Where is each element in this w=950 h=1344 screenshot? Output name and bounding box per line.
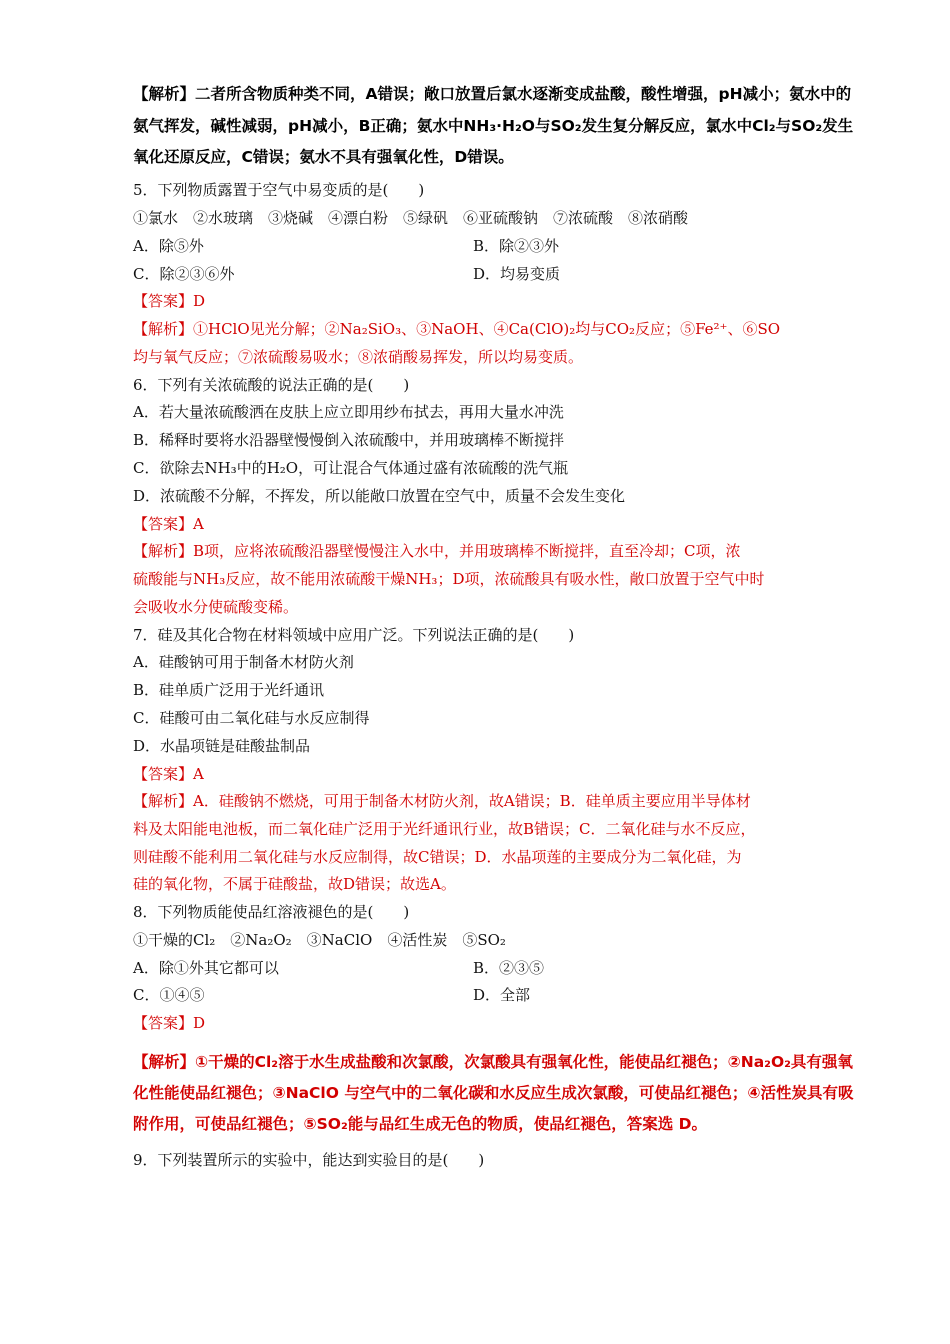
q8-option-a: A．除①外其它都可以	[133, 959, 279, 977]
prev-explanation-line-3: 氧化还原反应，C错误；氨水不具有强氧化性，D错误。	[133, 148, 514, 166]
q8-stem: 8．下列物质能使品红溶液褪色的是( )	[133, 903, 410, 921]
q6-explanation-line-3: 会吸收水分使硫酸变稀。	[133, 598, 299, 616]
q5-items: ①氯水 ②水玻璃 ③烧碱 ④漂白粉 ⑤绿矾 ⑥亚硫酸钠 ⑦浓硫酸 ⑧浓硝酸	[133, 209, 689, 227]
prev-explanation-line-1: 【解析】二者所含物质种类不同，A错误；敞口放置后氯水逐渐变成盐酸，酸性增强，pH减小；氨水中的	[133, 85, 852, 103]
q9-stem: 9．下列装置所示的实验中，能达到实验目的是( )	[133, 1151, 485, 1169]
q5-option-a: A．除⑤外	[133, 237, 204, 255]
q6-answer: 【答案】A	[133, 515, 204, 533]
q7-explanation-line-4: 硅的氧化物，不属于硅酸盐，故D错误；故选A。	[133, 875, 456, 893]
q7-answer: 【答案】A	[133, 765, 204, 783]
q5-option-c: C．除②③⑥外	[133, 265, 235, 283]
q8-answer: 【答案】D	[133, 1014, 206, 1032]
q8-items: ①干燥的Cl₂ ②Na₂O₂ ③NaClO ④活性炭 ⑤SO₂	[133, 931, 506, 949]
q5-explanation-line-2: 均与氧气反应；⑦浓硫酸易吸水；⑧浓硝酸易挥发，所以均易变质。	[133, 348, 584, 366]
q5-stem: 5．下列物质露置于空气中易变质的是( )	[133, 181, 425, 199]
q8-explanation-line-3: 附作用，可使品红褪色；⑤SO₂能与品红生成无色的物质，使品红褪色，答案选 D。	[133, 1115, 708, 1133]
q8-option-c: C．①④⑤	[133, 986, 205, 1004]
q7-option-b: B．硅单质广泛用于光纤通讯	[133, 681, 325, 699]
q6-explanation-line-1: 【解析】B项，应将浓硫酸沿器壁慢慢注入水中，并用玻璃棒不断搅拌，直至冷却；C项，浓	[133, 542, 741, 560]
q8-explanation-line-1: 【解析】①干燥的Cl₂溶于水生成盐酸和次氯酸，次氯酸具有强氧化性，能使品红褪色；②Na₂O₂具有强氧	[133, 1053, 853, 1071]
q7-explanation-line-1: 【解析】A．硅酸钠不燃烧，可用于制备木材防火剂，故A错误；B．硅单质主要应用半导体材	[133, 792, 751, 810]
q7-option-c: C．硅酸可由二氧化硅与水反应制得	[133, 709, 370, 727]
q6-option-b: B．稀释时要将水沿器壁慢慢倒入浓硫酸中，并用玻璃棒不断搅拌	[133, 431, 565, 449]
q7-option-d: D．水晶项链是硅酸盐制品	[133, 737, 311, 755]
q7-option-a: A．硅酸钠可用于制备木材防火剂	[133, 653, 354, 671]
q5-explanation-line-1: 【解析】①HClO见光分解；②Na₂SiO₃、③NaOH、④Ca(ClO)₂均与CO₂反应；⑤Fe²⁺、⑥SO	[133, 320, 781, 338]
q7-explanation-line-2: 料及太阳能电池板，而二氧化硅广泛用于光纤通讯行业，故B错误；C．二氧化硅与水不反应，	[133, 820, 756, 838]
q5-option-b: B．除②③外	[473, 237, 560, 255]
q6-stem: 6．下列有关浓硫酸的说法正确的是( )	[133, 376, 410, 394]
q6-option-c: C．欲除去NH₃中的H₂O，可让混合气体通过盛有浓硫酸的洗气瓶	[133, 459, 569, 477]
q8-explanation-line-2: 化性能使品红褪色；③NaClO 与空气中的二氧化碳和水反应生成次氯酸，可使品红褪色；④活性炭具有吸	[133, 1084, 854, 1102]
prev-explanation-line-2: 氨气挥发，碱性减弱，pH减小，B正确；氨水中NH₃·H₂O与SO₂发生复分解反应，氯水中Cl₂与SO₂发生	[133, 117, 854, 135]
q6-option-a: A．若大量浓硫酸洒在皮肤上应立即用纱布拭去，再用大量水冲洗	[133, 403, 564, 421]
q8-option-d: D．全部	[473, 986, 531, 1004]
q7-stem: 7．硅及其化合物在材料领域中应用广泛。下列说法正确的是( )	[133, 626, 575, 644]
q7-explanation-line-3: 则硅酸不能利用二氧化硅与水反应制得，故C错误；D．水晶项莲的主要成分为二氧化硅，为	[133, 848, 742, 866]
q8-option-b: B．②③⑤	[473, 959, 545, 977]
q6-explanation-line-2: 硫酸能与NH₃反应，故不能用浓硫酸干燥NH₃；D项，浓硫酸具有吸水性，敞口放置于空气中时	[133, 570, 765, 588]
q5-answer: 【答案】D	[133, 292, 206, 310]
q5-option-d: D．均易变质	[473, 265, 561, 283]
q6-option-d: D．浓硫酸不分解，不挥发，所以能敞口放置在空气中，质量不会发生变化	[133, 487, 626, 505]
